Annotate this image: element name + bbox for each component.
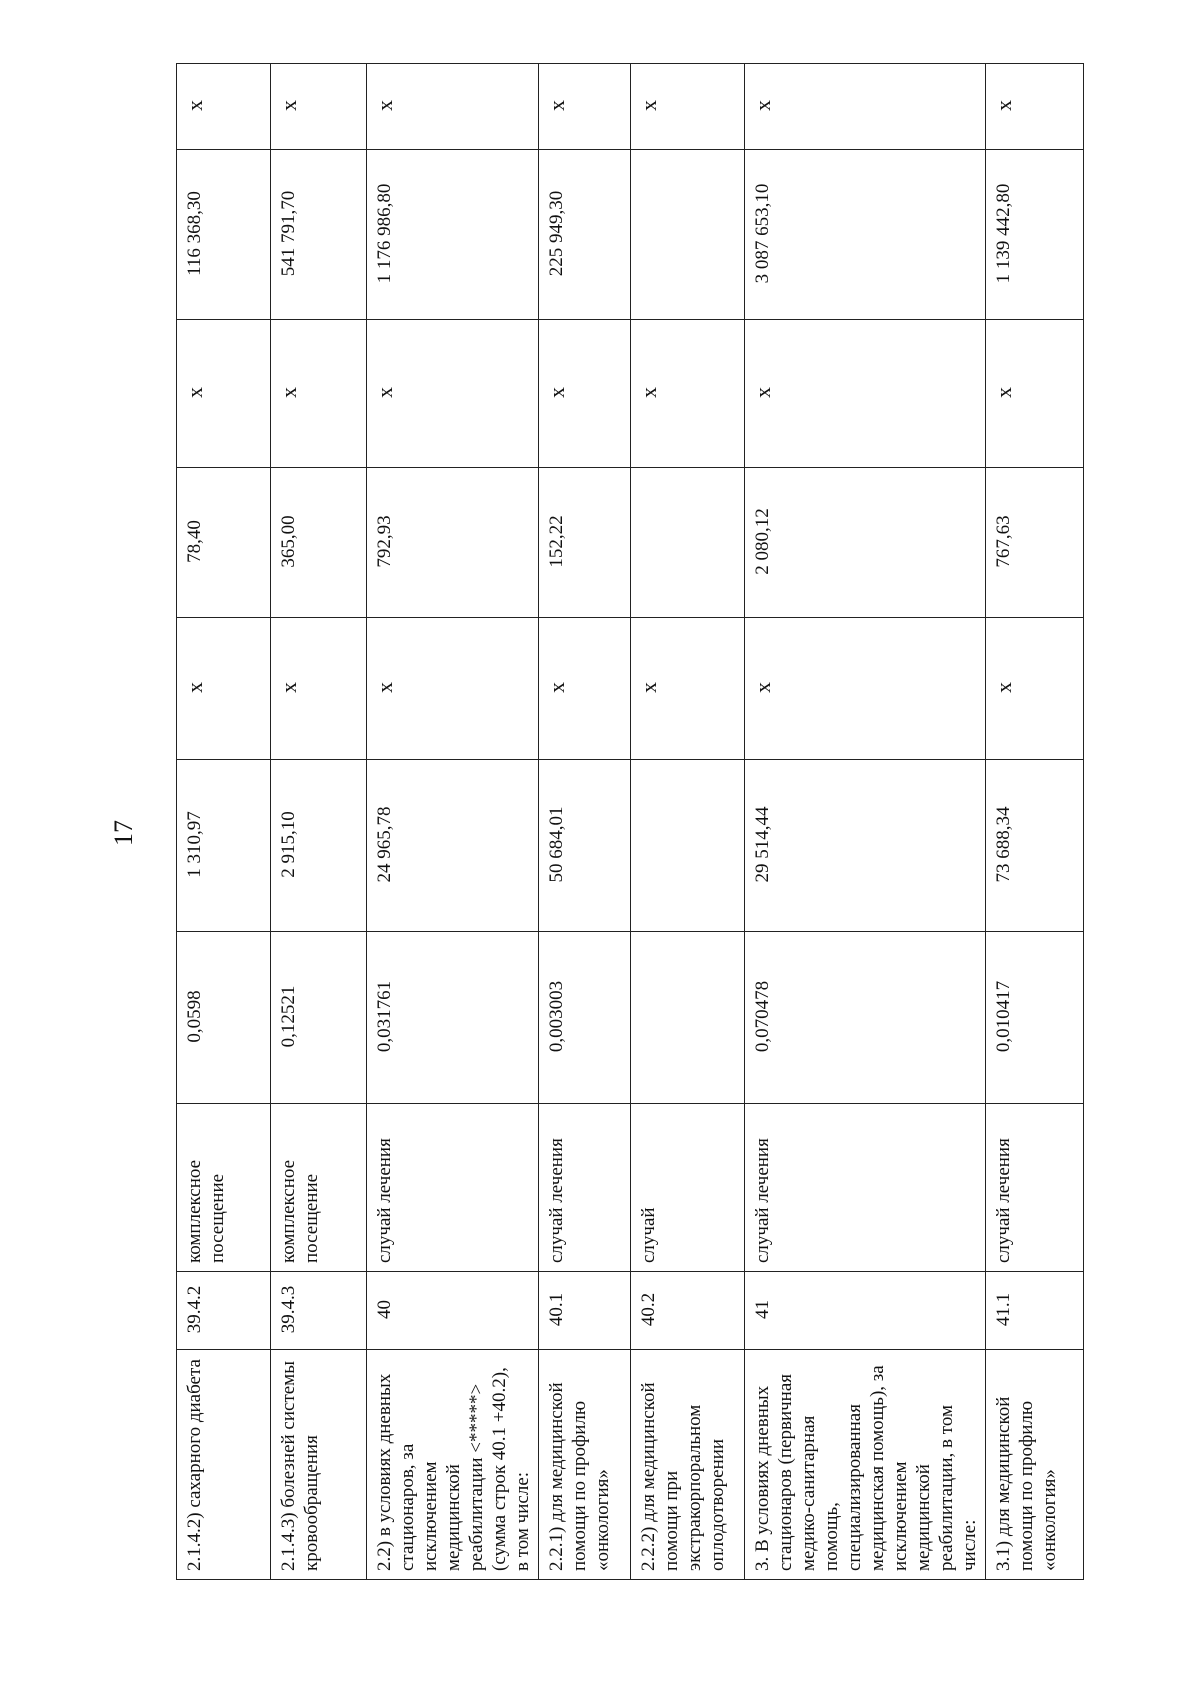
row-code: 40	[367, 1272, 539, 1350]
row-x1: x	[271, 618, 367, 760]
row-unit: комплексное посещение	[271, 1104, 367, 1272]
row-total: 116 368,30	[177, 150, 271, 320]
row-cost: 1 310,97	[177, 760, 271, 932]
row-code: 41	[745, 1272, 986, 1350]
financing-table	[176, 63, 1084, 1580]
row-x1: x	[367, 618, 539, 760]
row-norm	[631, 932, 745, 1104]
row-name: 2.2) в условиях дневных стационаров, за исключением медицинской реабилитации <*****> (сумма строк 40.1 +40.2), в том числе:	[367, 1350, 539, 1580]
row-x3: x	[367, 64, 539, 150]
rotated-table-container	[176, 64, 1078, 1580]
row-x2: x	[271, 320, 367, 468]
row-cost: 24 965,78	[367, 760, 539, 932]
row-norm: 0,0598	[177, 932, 271, 1104]
row-code: 41.1	[986, 1272, 1084, 1350]
row-name: 2.1.4.2) сахарного диабета	[177, 1350, 271, 1580]
table-row	[271, 64, 367, 1580]
row-name: 3.1) для медицинской помощи по профилю «онкология»	[986, 1350, 1084, 1580]
row-x1: x	[631, 618, 745, 760]
row-cost: 73 688,34	[986, 760, 1084, 932]
row-cost	[631, 760, 745, 932]
table-row	[745, 64, 986, 1580]
table-row	[986, 64, 1084, 1580]
row-x3: x	[986, 64, 1084, 150]
row-unit: случай лечения	[745, 1104, 986, 1272]
row-x2: x	[986, 320, 1084, 468]
row-code: 40.1	[539, 1272, 631, 1350]
table-row	[367, 64, 539, 1580]
row-unit: случай лечения	[539, 1104, 631, 1272]
row-name: 2.2.2) для медицинской помощи при экстракорпоральном оплодотворении	[631, 1350, 745, 1580]
row-total: 1 139 442,80	[986, 150, 1084, 320]
row-unit: случай лечения	[367, 1104, 539, 1272]
row-cost: 50 684,01	[539, 760, 631, 932]
row-x1: x	[539, 618, 631, 760]
table-row	[177, 64, 271, 1580]
row-x2: x	[367, 320, 539, 468]
row-total	[631, 150, 745, 320]
row-per-capita: 767,63	[986, 468, 1084, 618]
row-unit: случай	[631, 1104, 745, 1272]
row-x3: x	[271, 64, 367, 150]
row-norm: 0,12521	[271, 932, 367, 1104]
row-norm: 0,070478	[745, 932, 986, 1104]
row-x2: x	[631, 320, 745, 468]
row-name: 3. В условиях дневных стационаров (первичная медико-санитарная помощь, специализированная медицинская помощь), за исключением медицинской реабилитации, в том числе:	[745, 1350, 986, 1580]
row-x2: x	[177, 320, 271, 468]
row-per-capita: 792,93	[367, 468, 539, 618]
row-x3: x	[539, 64, 631, 150]
page-number: 17	[109, 820, 138, 846]
row-x3: x	[745, 64, 986, 150]
row-norm: 0,003003	[539, 932, 631, 1104]
row-x3: x	[631, 64, 745, 150]
row-norm: 0,010417	[986, 932, 1084, 1104]
row-x3: x	[177, 64, 271, 150]
row-name: 2.2.1) для медицинской помощи по профилю «онкология»	[539, 1350, 631, 1580]
row-name: 2.1.4.3) болезней системы кровообращения	[271, 1350, 367, 1580]
row-cost: 2 915,10	[271, 760, 367, 932]
row-total: 225 949,30	[539, 150, 631, 320]
row-code: 40.2	[631, 1272, 745, 1350]
row-per-capita	[631, 468, 745, 618]
row-per-capita: 2 080,12	[745, 468, 986, 618]
row-norm: 0,031761	[367, 932, 539, 1104]
row-x1: x	[745, 618, 986, 760]
row-per-capita: 152,22	[539, 468, 631, 618]
row-x2: x	[539, 320, 631, 468]
row-code: 39.4.2	[177, 1272, 271, 1350]
row-per-capita: 78,40	[177, 468, 271, 618]
row-x1: x	[177, 618, 271, 760]
row-code: 39.4.3	[271, 1272, 367, 1350]
row-total: 1 176 986,80	[367, 150, 539, 320]
row-per-capita: 365,00	[271, 468, 367, 618]
row-cost: 29 514,44	[745, 760, 986, 932]
table-row	[539, 64, 631, 1580]
row-unit: комплексное посещение	[177, 1104, 271, 1272]
row-total: 541 791,70	[271, 150, 367, 320]
row-x1: x	[986, 618, 1084, 760]
row-x2: x	[745, 320, 986, 468]
row-total: 3 087 653,10	[745, 150, 986, 320]
table-row	[631, 64, 745, 1580]
row-unit: случай лечения	[986, 1104, 1084, 1272]
